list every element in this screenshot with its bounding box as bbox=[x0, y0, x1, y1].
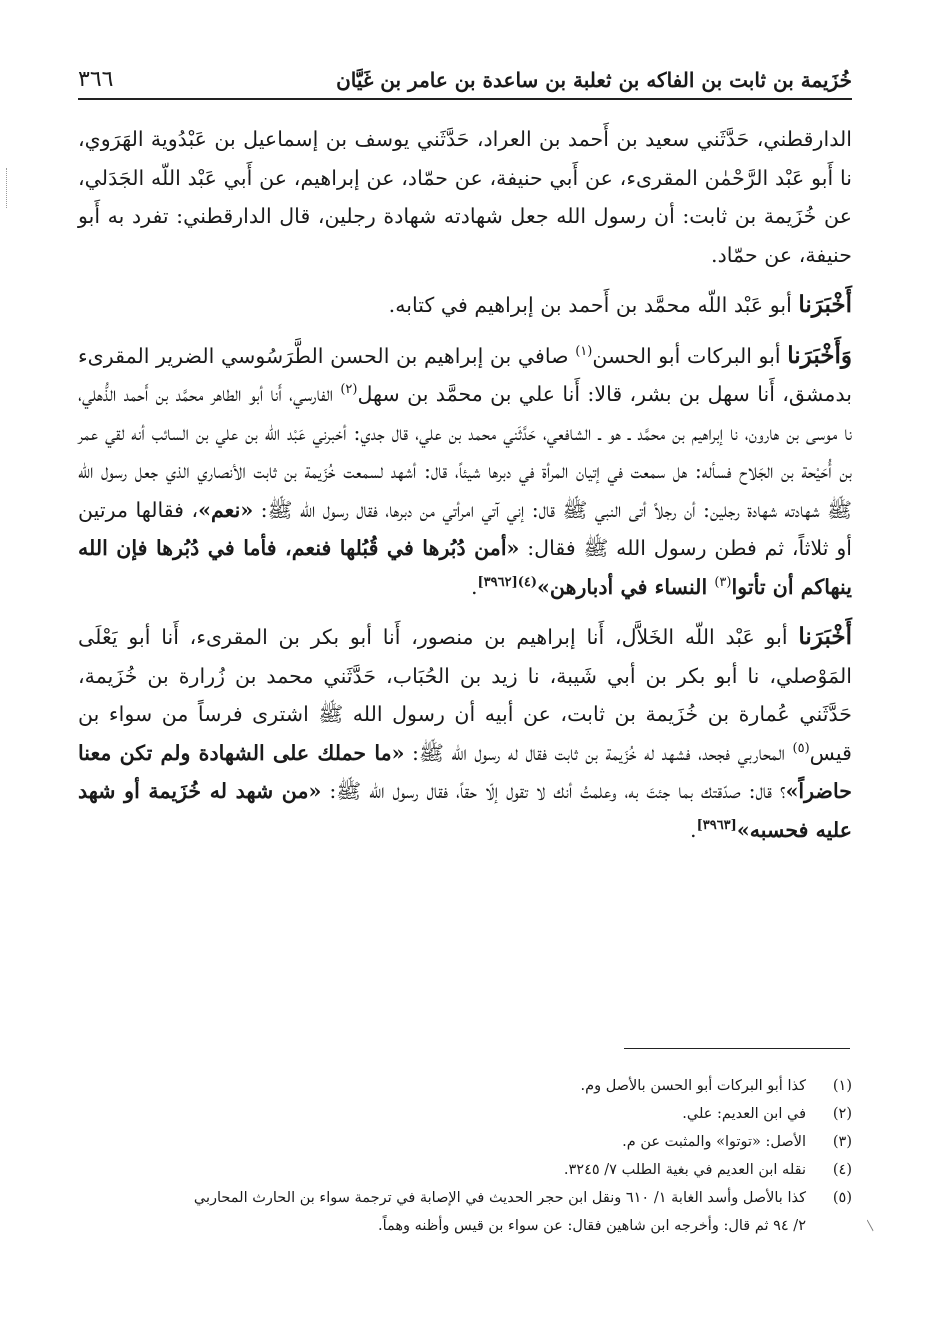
footnote-3 bbox=[78, 1128, 852, 1156]
footnote-marker[interactable]: (١) bbox=[575, 343, 593, 359]
footnote-number: (٥) bbox=[832, 1190, 852, 1206]
paragraph-text: الفارسي، أَنا أبو الطاهر محمَّد بن أَحمد الذُّهلي، نا موسى بن هارون، نا إبراهيم بن محمَّد ـ هو ـ الشافعي، حَدَّثَني محمد بن علي، قال جدي: أخبرني عَبْد اللّه بن علي بن السائب أنه لقي عمر بن أُحَيْحة بن الجَلاح فسأله: هل سمعت في إتيان المرأة في دبرها شيئاً، قال: أشهد لسمعت خُزَيمة بن ثابت الأنصاري الذي جعل رسول الله ﷺ شهادته شهادة رجلين: أن رجلاً أتى النبي ﷺ قال: إني آتي امرأتي من دبرها، فقال رسول الله ﷺ: bbox=[78, 382, 852, 522]
page-number: ٣٦٦ bbox=[78, 67, 114, 92]
paragraph-text: صافي بن إبراهيم بن الحسن الطَّرَسُوسي الضرير المقرىء بدمشق، أَنا سهل بن بشر، قالا: أَنا علي بن محمَّد بن سهل bbox=[78, 343, 852, 406]
footnote-number: (٢) bbox=[832, 1106, 852, 1122]
running-header bbox=[78, 52, 852, 100]
paragraph-text: أبو البركات أبو الحسن bbox=[592, 343, 788, 368]
main-text bbox=[78, 120, 852, 849]
hadith-quote: «أمن دُبُرها في قُبُلها فنعم، فأما في دُبُرها فإن الله ينهاكم أن تأتوا bbox=[78, 536, 852, 599]
hadith-number: [٣٩٦٢] bbox=[477, 574, 518, 590]
scan-margin-mark bbox=[6, 168, 9, 208]
paragraph-text: أبو عَبْد اللّه محمَّد بن أَحمد بن إبراهيم في كتابه. bbox=[388, 293, 799, 317]
footnote-marker[interactable]: (٥) bbox=[792, 740, 810, 756]
footnote-text: نقله ابن العديم في بغية الطلب ٧/ ٣٢٤٥. bbox=[563, 1162, 806, 1178]
footnote-text: كذا بالأصل وأسد الغابة ١/ ٦١٠ ونقل ابن حجر الحديث في الإصابة في ترجمة سواء بن الحارث المحاربي bbox=[193, 1190, 806, 1206]
footnote-text: في ابن العديم: علي. bbox=[682, 1106, 806, 1122]
paragraph-text: أبو عَبْد اللّه الخَلاَّل، أَنا إبراهيم بن منصور، أَنا أبو بكر بن المقرىء، أَنا أبو يَعْلَى المَوْصلي، نا أبو بكر بن أبي شَيبة، نا زيد بن الحُبَاب، حَدَّثَني محمد بن زُرارة بن خُزَيمة، حَدَّثَني عُمارة بن خُزَيمة بن ثابت، عن أبيه أن رسول الله ﷺ اشترى فرساً من سواء بن قيس bbox=[78, 625, 852, 765]
paragraph-1 bbox=[78, 120, 852, 274]
footnote-number: (١) bbox=[832, 1078, 852, 1094]
footnote-5-continuation: ٢/ ٩٤ ثم قال: وأخرجه ابن شاهين فقال: عن سواء بن قيس وأظنه وهماً. bbox=[377, 1218, 806, 1234]
footnote-divider bbox=[624, 1048, 850, 1049]
hadith-quote: النساء في أدبارهن» bbox=[537, 574, 715, 599]
footnote-text: الأصل: «توتوا» والمثبت عن م. bbox=[622, 1134, 806, 1150]
paragraph-text: الدارقطني، حَدَّثَني سعيد بن أَحمد بن العراد، حَدَّثَني يوسف بن إسماعيل بن عَبْدُوية الهَرَوي، نا أَبو عَبْد الرَّحْمٰن المقرىء، عن أَبي حنيفة، عن حمّاد، عن إبراهيم، عن أَبي عَبْد اللّه الجَدَلي، عن خُزَيمة بن ثابت: أن رسول الله جعل شهادته شهادة رجلين، قال الدارقطني: تفرد به أَبو حنيفة، عن حمّاد. bbox=[78, 127, 852, 267]
paragraph-2 bbox=[78, 286, 852, 325]
footnote-marker[interactable]: (٣) bbox=[714, 574, 732, 590]
header-title: خُزَيمة بن ثابت بن الفاكه بن ثعلبة بن ساعدة بن عامر بن غَيَّان bbox=[336, 68, 852, 92]
footnotes bbox=[78, 1072, 852, 1240]
footnote-number: (٤) bbox=[832, 1162, 852, 1178]
paragraph-text: ؟ قال: صدّقتك بما جئتَ به، وعلمتُ أنك لا تقول إلّا حقاً، فقال رسول الله ﷺ: bbox=[321, 779, 786, 803]
hadith-quote: «من شهد له خُزَيمة أو شهد عليه فحسبه» bbox=[78, 779, 852, 842]
footnote-4 bbox=[78, 1156, 852, 1184]
paragraph-text: المحاربي فجحد، فشهد له خُزَيمة بن ثابت فقال له رسول الله ﷺ: bbox=[404, 740, 793, 765]
paragraph-4 bbox=[78, 618, 852, 849]
hadith-quote: «ما حملك على الشهادة ولم تكن معنا حاضراً» bbox=[78, 740, 853, 803]
paragraph-3 bbox=[78, 337, 852, 607]
paragraph-end: . bbox=[690, 817, 697, 842]
hadith-quote: «نعم» bbox=[198, 497, 254, 522]
pencil-mark-icon: ⁄ bbox=[863, 1220, 879, 1232]
footnote-number: (٣) bbox=[832, 1134, 852, 1150]
footnote-text: كذا أبو البركات أبو الحسن بالأصل وم. bbox=[580, 1078, 806, 1094]
akhbarana-lead: أَخْبَرَنا bbox=[798, 291, 852, 318]
hadith-number: [٣٩٦٣] bbox=[696, 817, 737, 833]
paragraph-text: ، فقالها مرتين أو ثلاثاً، ثم فطن رسول الله ﷺ فقال: bbox=[78, 497, 852, 560]
footnote-1 bbox=[78, 1072, 852, 1100]
akhbarana-lead: أَخْبَرَنا bbox=[798, 623, 852, 650]
footnote-marker[interactable]: (٤) bbox=[517, 574, 538, 590]
footnote-marker[interactable]: (٢) bbox=[340, 382, 358, 398]
footnote-2 bbox=[78, 1100, 852, 1128]
paragraph-end: . bbox=[470, 574, 478, 599]
wa-akhbarana-lead: وَأَخْبَرَنا bbox=[787, 341, 852, 369]
footnote-5 bbox=[78, 1184, 852, 1212]
